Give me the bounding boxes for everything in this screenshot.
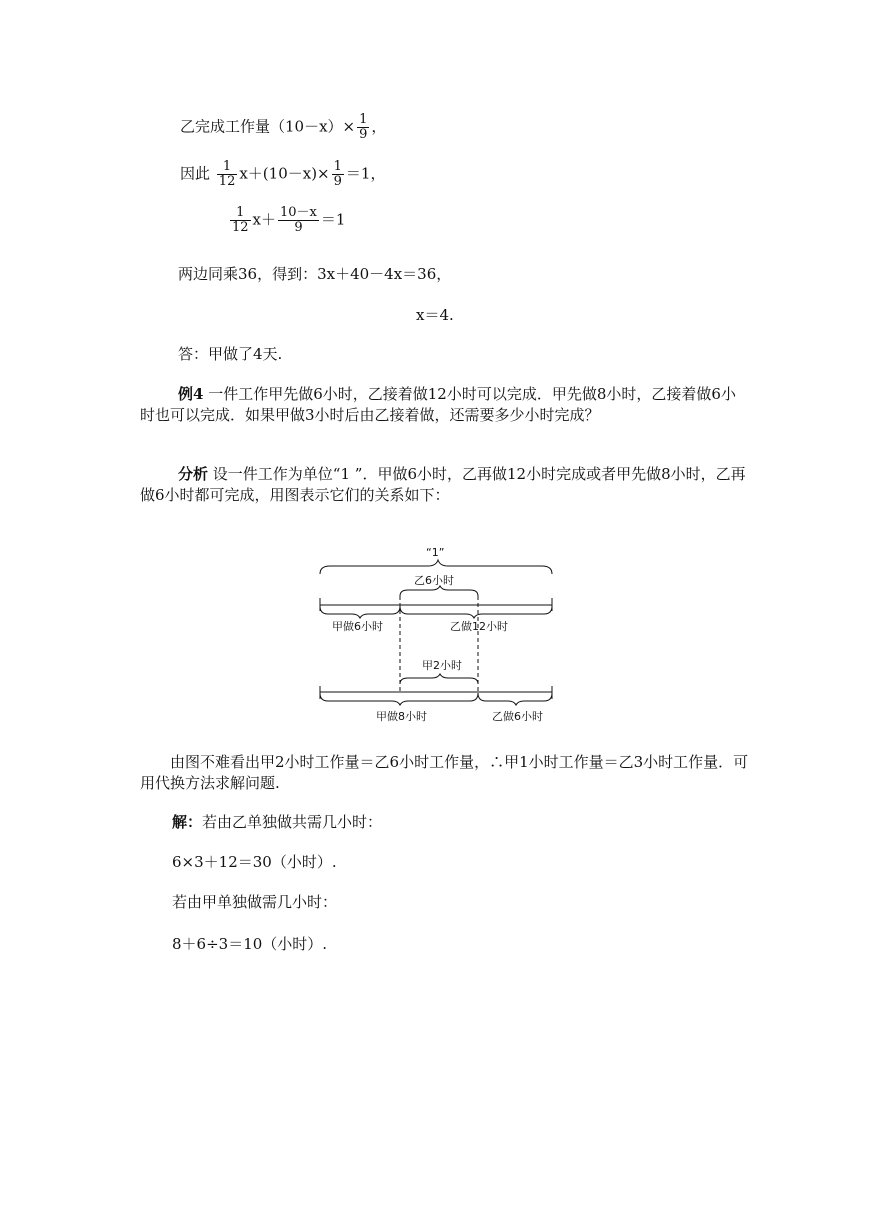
equation-result: x＝4. [416, 306, 454, 324]
example-label: 例4 [178, 385, 204, 403]
label-jia-2h: 甲2小时 [422, 659, 462, 672]
label-jia-8h: 甲做8小时 [376, 710, 427, 723]
fraction: $\frac{1}{12}$ [218, 159, 236, 189]
solution-line-1: 解：若由乙单独做共需几小时： [172, 813, 383, 831]
fraction: $\frac{1}{12}$ [232, 205, 249, 235]
example-paragraph [140, 384, 750, 426]
eq1-text: 乙完成工作量（10－x）× [180, 117, 356, 136]
fraction: $\frac{10-x}{9}$ [280, 205, 317, 235]
label-jia-6h: 甲做6小时 [332, 620, 383, 633]
analysis-paragraph [140, 464, 750, 506]
fraction: $\frac{1}{9}$ [359, 112, 368, 142]
solution-calc-1: 6×3＋12＝30（小时）. [172, 853, 337, 871]
solution-line-2: 若由甲单独做需几小时： [172, 893, 338, 911]
fraction: $\frac{1}{9}$ [333, 159, 342, 189]
solution-label: 解： [172, 813, 203, 831]
answer-line: 答：甲做了4天. [178, 345, 283, 363]
label-yi-6h: 乙6小时 [414, 574, 454, 587]
equation-line-4: 两边同乘36，得到：3x＋40－4x＝36， [178, 265, 452, 283]
analysis-label: 分析 [178, 465, 209, 483]
example-text: 一件工作甲先做6小时，乙接着做12小时可以完成．甲先做8小时，乙接着做6小时也可以完成．如果甲做3小时后由乙接着做，还需要多少小时完成？ [140, 385, 736, 424]
label-whole: “1” [426, 546, 445, 559]
conclusion-paragraph: 由图不难看出甲2小时工作量＝乙6小时工作量，∴甲1小时工作量＝乙3小时工作量．可用代换方法求解问题. [140, 753, 749, 792]
equation-line-3: $\frac{1}{12}$ x＋ $\frac{10-x}{9}$ ＝1 [232, 205, 346, 235]
solution-calc-2: 8＋6÷3＝10（小时）. [172, 935, 328, 953]
label-yi-12h: 乙做12小时 [450, 620, 508, 633]
equation-line-2: 因此 $\frac{1}{12}$ x＋(10－x)× $\frac{1}{9}$ ＝1， [180, 159, 386, 189]
equation-line-1: 乙完成工作量（10－x）× $\frac{1}{9}$ ， [180, 112, 387, 142]
label-yi-6h-bottom: 乙做6小时 [492, 710, 543, 723]
analysis-text: 设一件工作为单位“1 ”．甲做6小时，乙再做12小时完成或者甲先做8小时，乙再做6小时都可完成，用图表示它们的关系如下： [140, 465, 746, 504]
